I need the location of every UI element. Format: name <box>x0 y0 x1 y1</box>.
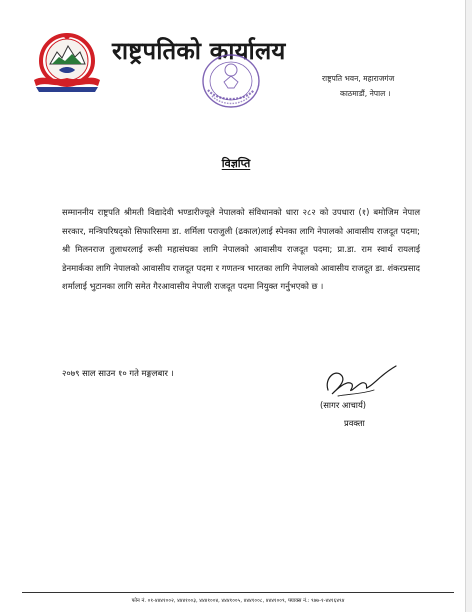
office-seal-stamp <box>200 52 262 110</box>
nepal-emblem-logo <box>32 30 102 94</box>
page-edge <box>465 0 472 612</box>
notice-title: विज्ञप्ति <box>221 157 251 170</box>
signatory-name: (सागर आचार्य) <box>320 400 367 410</box>
notice-body: सम्माननीय राष्ट्रपति श्रीमती विद्यादेवी भण्डारीज्यूले नेपालको संविधानको धारा २८२ को उपधारा (१) बमोजिम नेपाल सरकार, मन्त्रिपरिषद्को सिफारिसमा डा. शर्मिला पराजुली (ढकाल)लाई स्पेनका लागि नेपालको आवासीय राजदूत पदमा; श्री मिलनराज तुलाधरलाई रूसी महासंघका लागि नेपालको आवासीय राजदूत पदमा; प्रा.डा. राम स्वार्थ रायलाई डेनमार्कका लागि नेपालको आवासीय राजदूत पदमा र गणतन्त्र भारतका लागि नेपालको आवासीय राजदूत डा. शंकरप्रसाद शर्मालाई भुटानका लागि समेत गैरआवासीय नेपाली राजदूत पदमा नियुक्त गर्नुभएको छ । <box>62 207 420 292</box>
address-line-2: काठमाडौं, नेपाल । <box>340 89 391 98</box>
office-title: राष्ट्रपतिको कार्यालय <box>112 37 286 65</box>
footer-contact: फोन नं. ०१-४४४१००२, ४४४१००३, ४४४१००४, ४४४१००५, ४४४१००८, ४४४१००९, फ्याक्स नं.: ९७७-१-४४१६४९४ <box>131 598 345 604</box>
notice-title-wrapper <box>0 156 472 171</box>
signatory-role: प्रवक्ता <box>344 418 365 428</box>
office-address <box>322 71 394 101</box>
notice-date: २०७९ साल साउन १० गते मङ्गलबार । <box>62 368 174 378</box>
address-line-1: राष्ट्रपति भवन, महाराजगंज <box>322 74 395 83</box>
footer-divider <box>22 592 454 593</box>
